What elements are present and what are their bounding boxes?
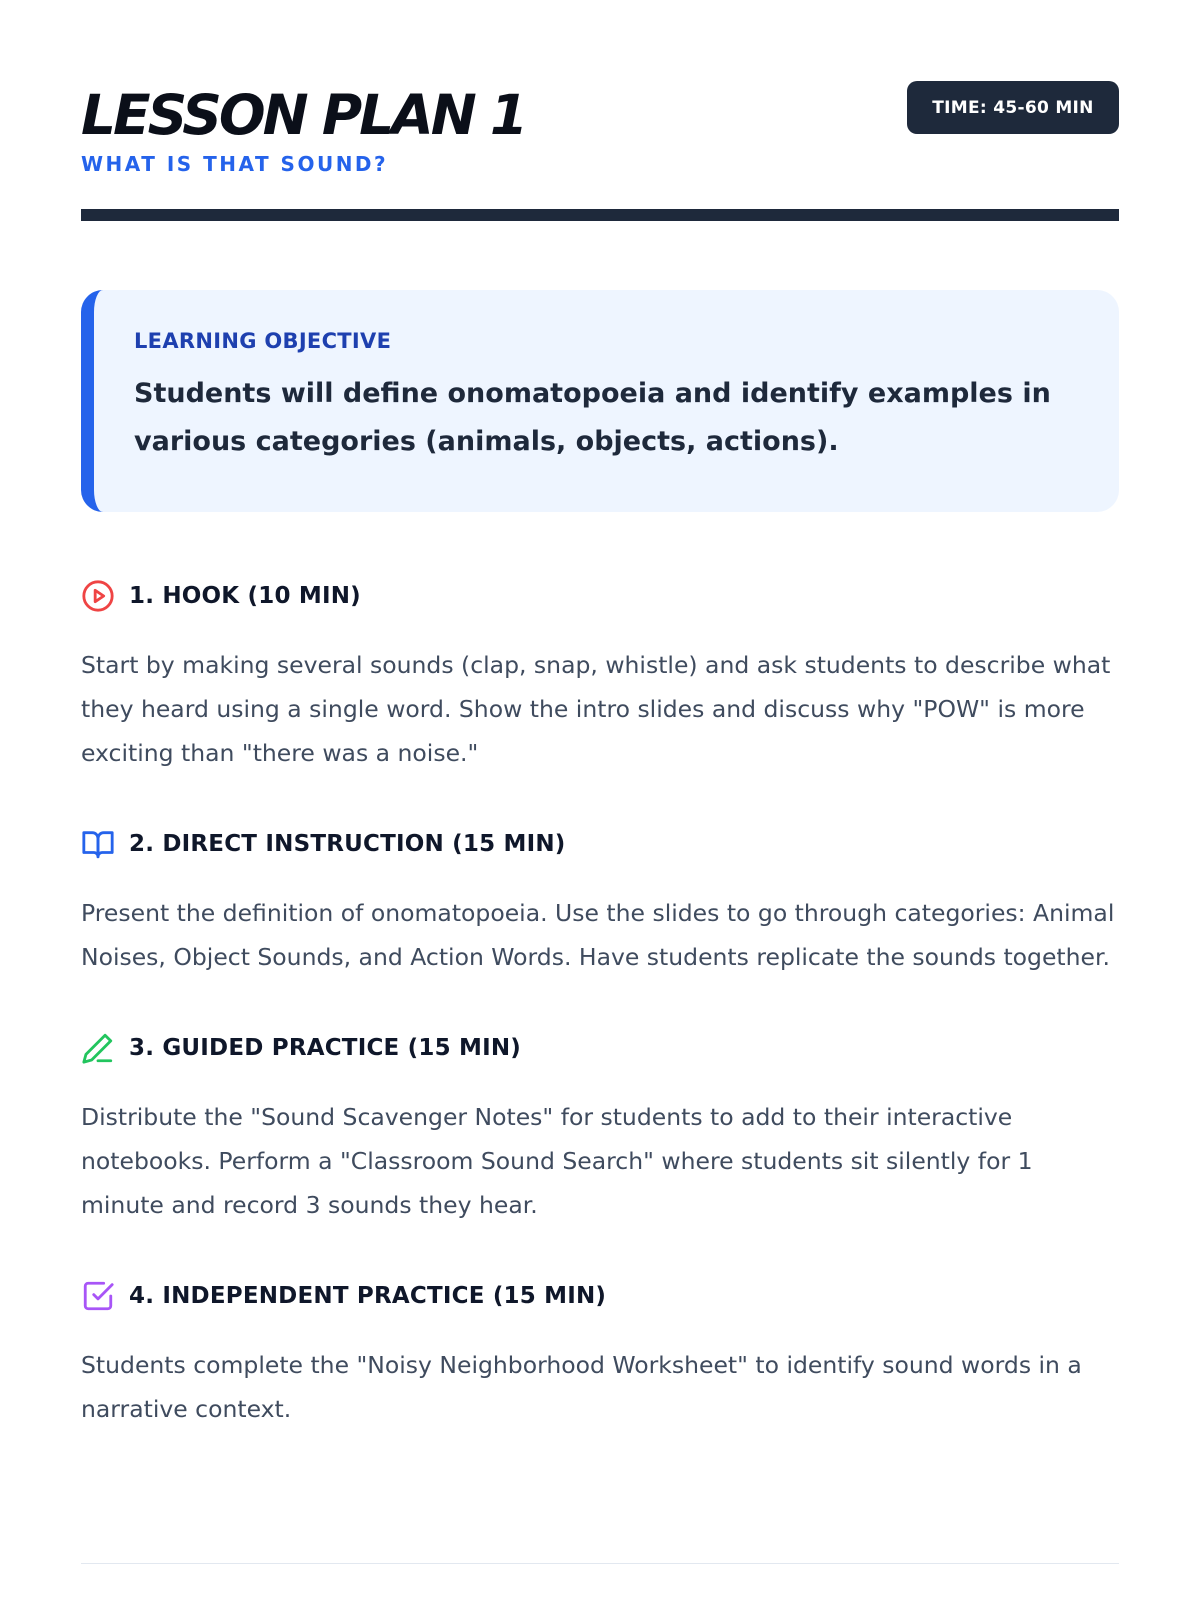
section-heading [81, 826, 1119, 862]
pencil-icon [81, 1031, 115, 1065]
play-circle-icon [81, 579, 115, 613]
section-title: 2. DIRECT INSTRUCTION (15 MIN) [129, 831, 566, 857]
section-hook [81, 578, 1119, 775]
section-title: 4. INDEPENDENT PRACTICE (15 MIN) [129, 1283, 607, 1309]
footer-divider [81, 1563, 1119, 1564]
section-guided-practice [81, 1030, 1119, 1227]
section-heading [81, 1278, 1119, 1314]
section-heading [81, 578, 1119, 614]
lesson-header [81, 0, 1119, 222]
section-heading [81, 1030, 1119, 1066]
section-body: Students complete the "Noisy Neighborhood Worksheet" to identify sound words in a narrative context. [81, 1351, 1082, 1423]
objective-label: LEARNING OBJECTIVE [134, 329, 392, 353]
learning-objective-card [81, 290, 1119, 512]
section-title: 1. HOOK (10 MIN) [129, 583, 361, 609]
header-divider [81, 209, 1119, 221]
book-open-icon [81, 827, 115, 861]
time-badge: TIME: 45-60 MIN [907, 81, 1119, 134]
section-title: 3. GUIDED PRACTICE (15 MIN) [129, 1035, 521, 1061]
section-independent-practice [81, 1278, 1119, 1431]
section-body: Present the definition of onomatopoeia. Use the slides to go through categories: Animal Noises, Object Sounds, and Action Words. Have students replicate the sounds together. [81, 899, 1115, 971]
section-body: Start by making several sounds (clap, snap, whistle) and ask students to describe what they heard using a single word. Show the intro slides and discuss why "POW" is more exciting than "there was a noise." [81, 651, 1111, 767]
section-body: Distribute the "Sound Scavenger Notes" for students to add to their interactive notebooks. Perform a "Classroom Sound Search" where students sit silently for 1 minute and record 3 sounds they hear. [81, 1103, 1033, 1219]
objective-text: Students will define onomatopoeia and identify examples in various categories (animals, objects, actions). [134, 378, 1051, 457]
check-square-icon [81, 1279, 115, 1313]
page-title: LESSON PLAN 1 [81, 83, 526, 147]
section-direct-instruction [81, 826, 1119, 979]
page-subtitle: WHAT IS THAT SOUND? [81, 152, 389, 176]
